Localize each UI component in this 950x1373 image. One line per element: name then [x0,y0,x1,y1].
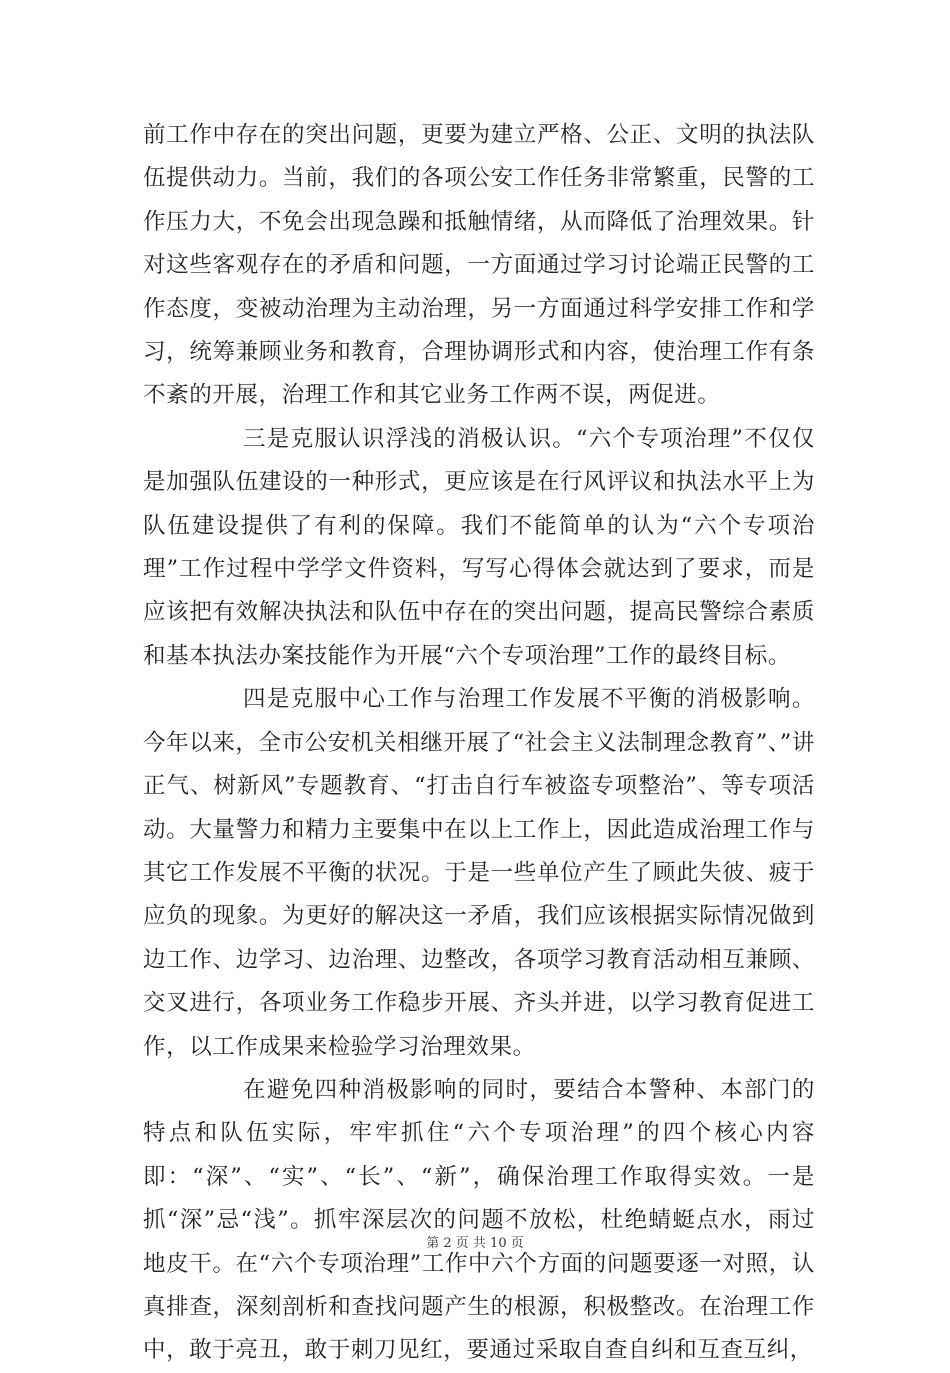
page-number-footer: 第 2 页 共 10 页 [426,1236,524,1251]
paragraph-point-four: 四是克服中心工作与治理工作发展不平衡的消极影响。今年以来，全市公安机关相继开展了“社会主义法制理念教育”、”讲正气、树新风”专题教育、“打击自行车被盗专项整治”、等专项活动。大量警力和精力主要集中在以上工作上，因此造成治理工作与其它工作发展不平衡的状况。于是一些单位产生了顾此失彼、疲于应负的现象。为更好的解决这一矛盾，我们应该根据实际情况做到边工作、边学习、边治理、边整改，各项学习教育活动相互兼顾、交叉进行，各项业务工作稳步开展、齐头并进，以学习教育促进工作，以工作成果来检验学习治理效果。 [143,686,815,1060]
paragraph-continued: 前工作中存在的突出问题，更要为建立严格、公正、文明的执法队伍提供动力。当前，我们的各项公安工作任务非常繁重，民警的工作压力大，不免会出现急躁和抵触情绪，从而降低了治理效果。针对这些客观存在的矛盾和问题，一方面通过学习讨论端正民警的工作态度，变被动治理为主动治理，另一方面通过科学安排工作和学习，统筹兼顾业务和教育，合理协调形式和内容，使治理工作有条不紊的开展，治理工作和其它业务工作两不误，两促进。 [143,122,815,409]
paragraph-core-content: 在避免四种消极影响的同时，要结合本警种、本部门的特点和队伍实际，牢牢抓住“六个专项治理”的四个核心内容即：“深”、“实”、“长”、“新”，确保治理工作取得实效。一是抓“深”忌“浅”。抓牢深层次的问题不放松，杜绝蜻蜓点水，雨过地皮干。在“六个专项治理”工作中六个方面的问题要逐一对照，认真排查，深刻剖析和查找问题产生的根源，积极整改。在治理工作中，敢于亮丑，敢于刺刀见红，要通过采取自查自纠和互查互纠， [143,1076,815,1364]
body-text [143,114,815,1373]
paragraph-point-three: 三是克服认识浮浅的消极认识。“六个专项治理”不仅仅是加强队伍建设的一种形式，更应该是在行风评议和执法水平上为队伍建设提供了有利的保障。我们不能简单的认为“六个专项治理”工作过程中学学文件资料，写写心得体会就达到了要求，而是应该把有效解决执法和队伍中存在的突出问题，提高民警综合素质和基本执法办案技能作为开展“六个专项治理”工作的最终目标。 [143,425,815,669]
